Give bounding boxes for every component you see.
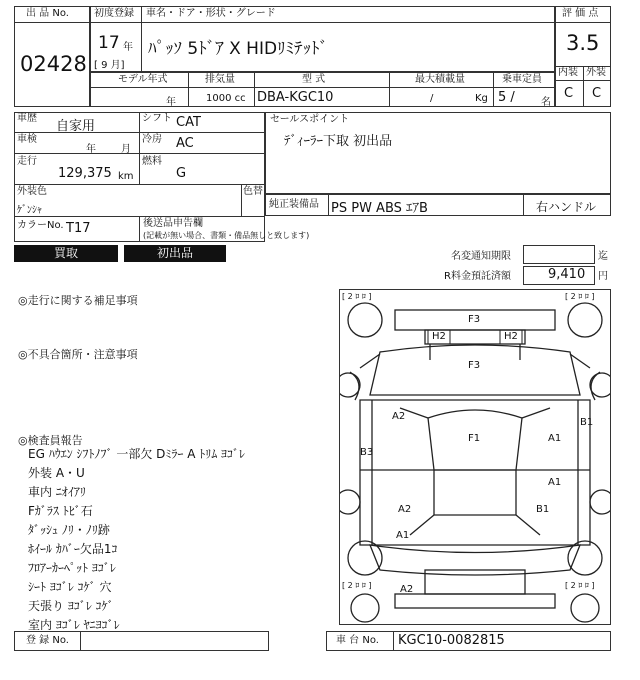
capacity-label: 乗車定員: [502, 74, 542, 85]
damage-mark-rear-left-a1: A1: [396, 530, 410, 541]
chassis-number: KGC10-0082815: [398, 633, 505, 648]
displacement: 1000 cc: [206, 93, 246, 104]
report-line: ﾎｲｰﾙ ｶﾊﾞｰ欠品1ｺ: [28, 542, 118, 556]
interior-grade: C: [564, 86, 574, 101]
mileage-label: 走行: [17, 156, 37, 167]
capacity-value: 5 /: [498, 90, 515, 105]
corner-tag-bottom-left: [ 2 ﾛ ﾛ ]: [342, 581, 372, 590]
damage-mark-windshield-f1: F1: [468, 433, 481, 444]
exterior-grade-label: 外装: [586, 67, 606, 78]
equipment: PS PW ABS ｴｱB: [331, 201, 428, 216]
recycle-fee-unit: 円: [598, 271, 608, 282]
damage-mark-h2-right: H2: [504, 331, 518, 342]
car-name-label: 車名・ドア・形状・グレード: [146, 8, 276, 19]
color-no-label: カラーNo.: [17, 220, 64, 231]
mileage: 129,375: [58, 166, 112, 181]
type-code: DBA-KGC10: [257, 90, 334, 105]
damage-mark-rear-b1: B1: [536, 504, 550, 515]
sales-point: ﾃﾞｨｰﾗｰ下取 初出品: [284, 134, 393, 149]
name-change-deadline-unit: 迄: [598, 251, 608, 262]
mileage-unit: km: [118, 171, 134, 182]
displacement-label: 排気量: [205, 74, 235, 85]
lot-number-label: 出 品 No.: [26, 8, 69, 19]
car-name: ﾊﾟｯｿ 5ﾄﾞｱ X HIDﾘﾐﾃｯﾄﾞ: [148, 39, 329, 59]
equipment-label: 純正装備品: [269, 199, 319, 210]
color-change-label: 色替: [243, 186, 263, 197]
report-line: Fｶﾞﾗｽ ﾄﾋﾞ石: [28, 504, 93, 518]
steering-side: 右ハンドル: [536, 200, 597, 214]
fuel: G: [176, 166, 187, 181]
damage-mark-right-a1-upper: A1: [548, 433, 562, 444]
overall-score: 3.5: [566, 31, 600, 55]
first-registration-year: 17: [98, 33, 120, 53]
max-load-separator: /: [430, 93, 434, 104]
chassis-number-label: 車 台 No.: [336, 635, 379, 646]
inspection-label: 車検: [17, 134, 37, 145]
corner-tag-bottom-right: [ 2 ﾛ ﾛ ]: [565, 581, 595, 590]
listing-button[interactable]: 初出品: [124, 245, 226, 262]
first-registration-month: [ 9 月]: [94, 60, 125, 71]
report-line: ﾌﾛｱｰｶｰﾍﾟｯﾄ ﾖｺﾞﾚ: [28, 561, 116, 575]
max-load-label: 最大積載量: [415, 74, 465, 85]
report-line: ﾀﾞｯｼｭ ﾉﾘ・ﾉﾘ跡: [28, 523, 110, 537]
model-year-label: モデル年式: [118, 74, 168, 85]
car-damage-diagram: [339, 289, 611, 625]
defects-remarks-label: ◎不具合箇所・注意事項: [18, 348, 138, 361]
lot-number: 02428: [20, 52, 87, 76]
inspector-report-lines: [28, 445, 245, 635]
buy-button[interactable]: 買取: [14, 245, 118, 262]
air-conditioning: AC: [176, 136, 194, 151]
name-change-deadline-field: [523, 245, 595, 264]
corner-tag-top-left: [ 2 ﾛ ﾛ ]: [342, 292, 372, 301]
shift: CAT: [176, 115, 201, 130]
registration-number-label: 登 録 No.: [26, 635, 69, 646]
exterior-color-label: 外装色: [17, 186, 47, 197]
report-line: 外装 A・U: [28, 466, 85, 480]
type-label: 型 式: [302, 74, 326, 85]
exterior-color: ｹﾞﾝｼｬ: [17, 205, 42, 216]
name-change-deadline-label: 名変通知期限: [451, 251, 511, 262]
damage-mark-bottom-a2: A2: [400, 584, 414, 595]
max-load-unit: Kg: [475, 93, 488, 104]
damage-mark-roof-f3: F3: [468, 314, 481, 325]
report-line: 車内 ﾆｵｲｱﾘ: [28, 485, 86, 499]
damage-mark-h2-left: H2: [432, 331, 446, 342]
sales-point-label: セールスポイント: [270, 114, 350, 125]
recycle-fee-label: R料金預託済額: [444, 271, 511, 282]
damage-mark-rear-left-a2: A2: [398, 504, 412, 515]
damage-mark-left-b3: B3: [360, 447, 374, 458]
after-docs-label: 後送品申告欄: [143, 218, 203, 229]
vehicle-history: 自家用: [56, 119, 96, 134]
inspector-report-label: ◎検査員報告: [18, 434, 83, 447]
damage-mark-front-left-a2: A2: [392, 411, 406, 422]
recycle-fee: 9,410: [548, 267, 586, 282]
report-line: 天張り ﾖｺﾞﾚ ｺｹﾞ: [28, 599, 114, 613]
score-label: 評 価 点: [562, 8, 599, 19]
inspection-year: 年: [86, 144, 96, 155]
inspection-month: 月: [121, 144, 131, 155]
fuel-label: 燃料: [142, 156, 162, 167]
damage-mark-front-b1: B1: [580, 417, 594, 428]
model-year-unit: 年: [166, 97, 176, 108]
report-line: 室内 ﾖｺﾞﾚ ﾔﾆﾖｺﾞﾚ: [28, 618, 120, 632]
corner-tag-top-right: [ 2 ﾛ ﾛ ]: [565, 292, 595, 301]
year-unit: 年: [123, 42, 133, 53]
car-outline-svg: [340, 290, 610, 624]
damage-mark-hood-f3: F3: [468, 360, 481, 371]
after-docs-note: (記載が無い場合、書類・備品無しと致します): [143, 231, 310, 240]
damage-mark-right-a1-lower: A1: [548, 477, 562, 488]
history-label: 車歴: [17, 113, 37, 124]
capacity-unit: 名: [541, 97, 551, 108]
first-registration-label: 初度登録: [94, 8, 134, 19]
shift-label: シフト: [142, 113, 172, 124]
interior-grade-label: 内装: [558, 67, 578, 78]
driving-remarks-label: ◎走行に関する補足事項: [18, 294, 138, 307]
report-line: EG ﾊｳｴﾝ ｼﾌﾄﾉﾌﾞ 一部欠 Dﾐﾗｰ A ﾄﾘﾑ ﾖｺﾞﾚ: [28, 447, 246, 461]
ac-label: 冷房: [142, 134, 162, 145]
color-number: T17: [66, 221, 91, 236]
report-line: ｼｰﾄ ﾖｺﾞﾚ ｺｹﾞ 穴: [28, 580, 112, 594]
exterior-grade: C: [592, 86, 602, 101]
